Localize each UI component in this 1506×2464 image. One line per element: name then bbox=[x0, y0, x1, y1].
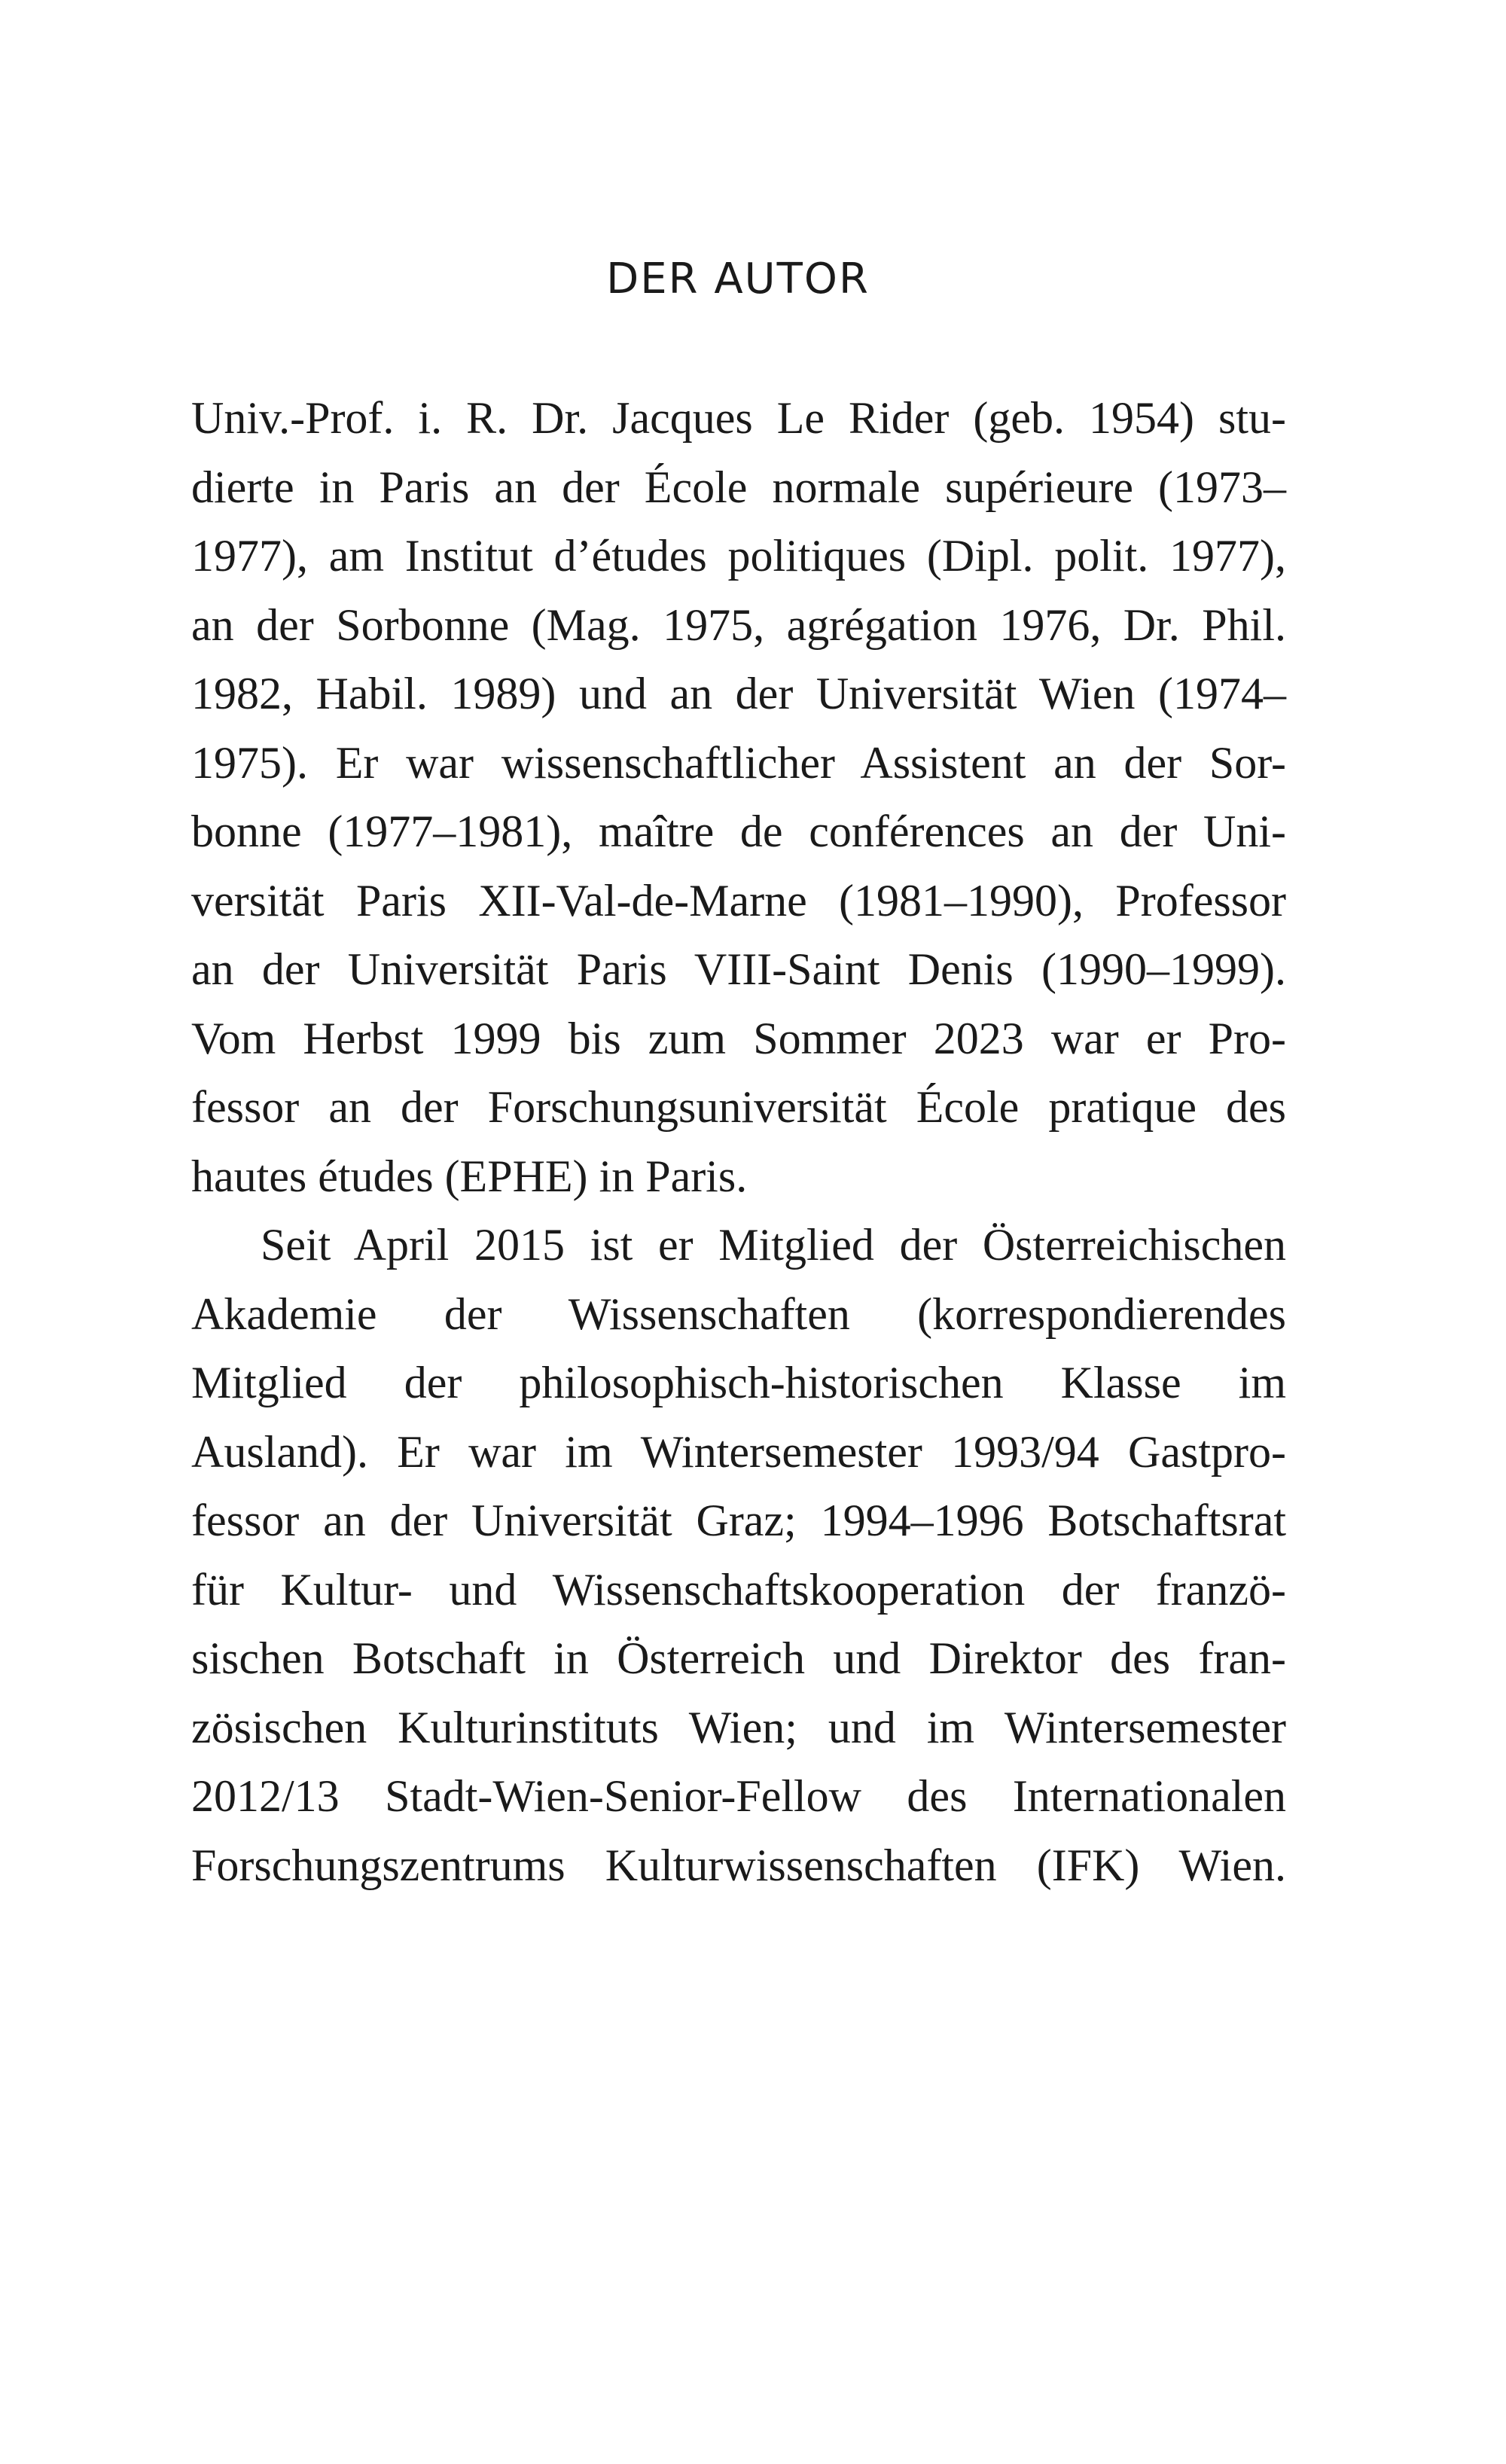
text-line: 1977), am Institut d’études politiques (Dipl. polit. 1977), bbox=[191, 531, 1286, 581]
section-heading: DER AUTOR bbox=[606, 255, 870, 303]
text-line: Vom Herbst 1999 bis zum Sommer 2023 war er Pro- bbox=[191, 1013, 1286, 1063]
text-line: zösischen Kulturinstituts Wien; und im Wintersemester bbox=[191, 1702, 1286, 1752]
text-line: fessor an der Universität Graz; 1994–1996 Botschaftsrat bbox=[191, 1496, 1286, 1545]
text-line: bonne (1977–1981), maître de conférences an der Uni- bbox=[191, 807, 1286, 856]
text-line: an der Sorbonne (Mag. 1975, agrégation 1976, Dr. Phil. bbox=[191, 599, 1286, 650]
bio-paragraph-1 bbox=[191, 384, 1286, 1211]
text-line: versität Paris XII-Val-de-Marne (1981–1990), Professor bbox=[191, 875, 1286, 926]
text-line: hautes études (EPHE) in Paris. bbox=[191, 1151, 748, 1201]
text-line: Akademie der Wissenschaften (korrespondierendes bbox=[191, 1288, 1286, 1339]
text-line: Mitglied der philosophisch-historischen Klasse im bbox=[191, 1358, 1286, 1407]
text-line: 1975). Er war wissenschaftlicher Assistent an der Sor- bbox=[191, 737, 1286, 788]
text-line: 1982, Habil. 1989) und an der Universität Wien (1974– bbox=[191, 669, 1286, 718]
text-line: Univ.-Prof. i. R. Dr. Jacques Le Rider (geb. 1954) stu- bbox=[191, 393, 1286, 443]
bio-paragraph-2 bbox=[191, 1211, 1286, 1900]
text-line: für Kultur- und Wissenschaftskooperation der franzö- bbox=[191, 1564, 1286, 1615]
text-line: Forschungszentrums Kulturwissenschaften (IFK) Wien. bbox=[191, 1840, 1286, 1890]
text-line: an der Universität Paris VIII-Saint Denis (1990–1999). bbox=[191, 944, 1286, 994]
text-line: Ausland). Er war im Wintersemester 1993/94 Gastpro- bbox=[191, 1426, 1286, 1477]
text-line: fessor an der Forschungsuniversität École pratique des bbox=[191, 1082, 1286, 1132]
author-bio bbox=[191, 384, 1286, 1900]
text-line: Seit April 2015 ist er Mitglied der Österreichischen bbox=[261, 1220, 1286, 1270]
text-line: 2012/13 Stadt-Wien-Senior-Fellow des Internationalen bbox=[191, 1771, 1286, 1821]
text-line: sischen Botschaft in Österreich und Direktor des fran- bbox=[191, 1633, 1286, 1683]
text-line: dierte in Paris an der École normale supérieure (1973– bbox=[191, 462, 1286, 512]
